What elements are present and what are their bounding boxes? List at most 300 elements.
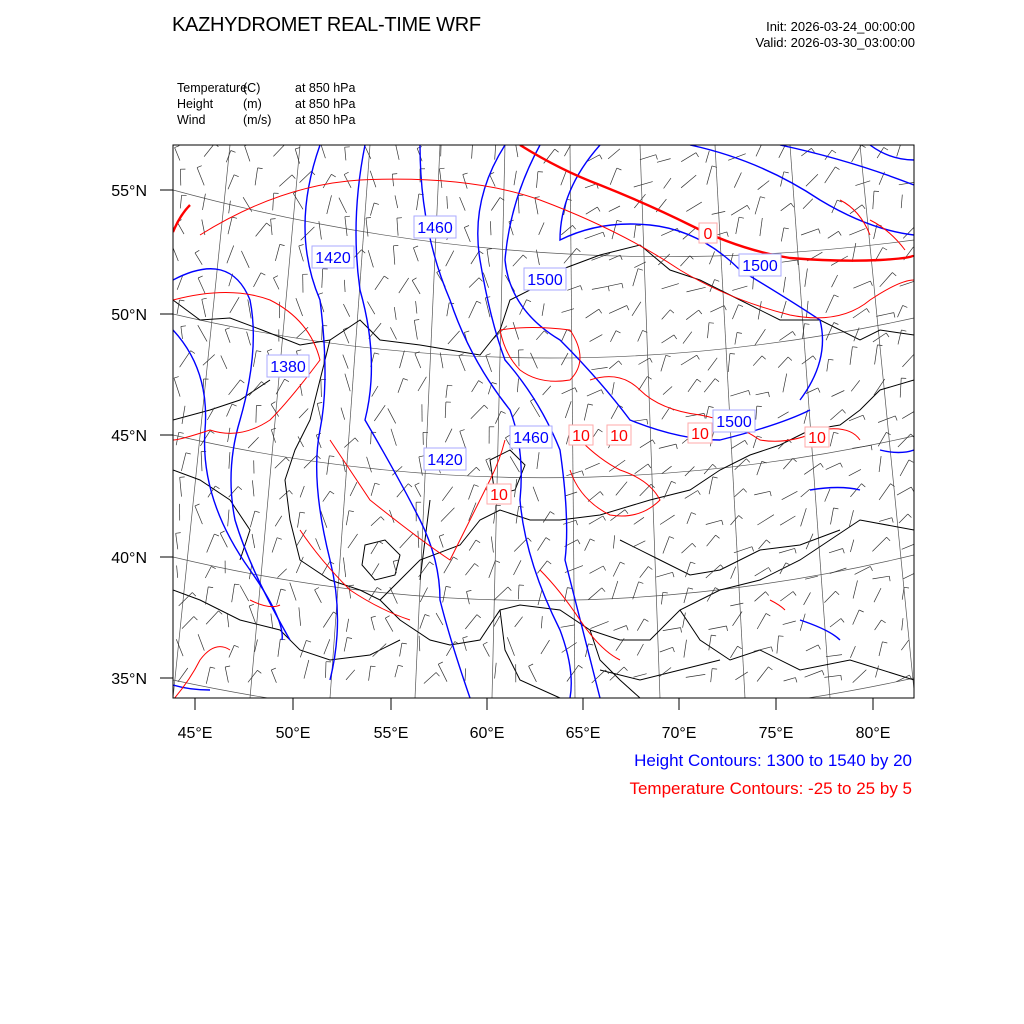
- wind-barb: [880, 273, 893, 287]
- wind-barb-feather: [795, 548, 796, 553]
- wind-barb: [734, 173, 741, 188]
- wind-barb: [517, 379, 518, 393]
- wind-barb-feather: [225, 666, 230, 667]
- wind-barb: [590, 621, 608, 628]
- wind-barb: [684, 640, 687, 658]
- wind-barb-feather: [267, 349, 272, 351]
- wind-barb: [391, 429, 396, 446]
- wind-barb-feather: [656, 155, 658, 160]
- wind-barb: [348, 534, 358, 548]
- wind-barb-feather: [430, 562, 434, 565]
- wind-barb: [207, 534, 215, 552]
- wind-barb: [255, 168, 258, 185]
- wind-barb: [873, 191, 874, 209]
- wind-barb-feather: [909, 460, 913, 462]
- wind-barb-feather: [608, 286, 609, 291]
- wind-barb: [441, 508, 454, 522]
- temperature-zero-contour: [173, 145, 914, 261]
- wind-barb-feather: [402, 643, 407, 644]
- wind-barb: [657, 159, 671, 163]
- wind-barb: [487, 249, 490, 266]
- wind-barb: [198, 325, 207, 341]
- wind-barb: [902, 618, 903, 630]
- wind-barb: [849, 229, 865, 236]
- wind-barb-feather: [863, 415, 865, 420]
- wind-barb: [781, 228, 784, 242]
- wind-barb: [784, 678, 796, 681]
- wind-barb: [495, 663, 497, 679]
- wind-barb-feather: [697, 379, 701, 382]
- height-label: [510, 426, 552, 448]
- wind-barb-feather: [179, 432, 184, 433]
- wind-barb: [400, 643, 402, 656]
- wind-barb: [346, 619, 348, 632]
- wind-barb-feather: [578, 540, 580, 544]
- wind-barb-feather: [267, 223, 271, 226]
- wind-barb: [779, 331, 792, 340]
- wind-barb-feather: [315, 588, 319, 590]
- wind-barb-feather: [743, 489, 746, 493]
- wind-barb-feather: [791, 203, 794, 207]
- wind-barb: [279, 175, 292, 187]
- wind-barb-feather: [231, 151, 236, 153]
- wind-barb: [635, 464, 648, 474]
- wind-barb: [275, 458, 286, 469]
- wind-barb: [271, 219, 273, 235]
- wind-barb-feather: [347, 638, 352, 639]
- wind-barb-feather: [484, 405, 488, 409]
- wind-barb: [415, 485, 421, 497]
- wind-barb: [420, 588, 427, 603]
- longitude-axis: [178, 698, 891, 742]
- height-label-text: 1380: [270, 359, 306, 376]
- wind-barb-feather: [374, 353, 379, 354]
- wind-barb: [392, 174, 393, 186]
- wind-barb: [418, 531, 419, 548]
- wind-barb-feather: [889, 576, 890, 581]
- wind-barb-feather: [908, 514, 912, 518]
- wind-barb-feather: [834, 508, 839, 509]
- wind-barb: [826, 463, 841, 470]
- wind-barb: [247, 332, 251, 346]
- wind-barb: [634, 517, 644, 524]
- wind-barb-feather: [582, 471, 584, 476]
- height-label: [424, 448, 466, 470]
- height-label-text: 1420: [315, 250, 351, 267]
- wind-barb: [368, 250, 373, 267]
- wind-barb: [706, 520, 722, 524]
- wind-barb: [542, 303, 544, 315]
- wind-barb: [706, 151, 710, 163]
- wind-barb: [301, 227, 315, 240]
- wind-barb: [634, 182, 653, 187]
- wind-barb: [195, 506, 203, 524]
- wind-barb-feather: [479, 381, 483, 384]
- wind-barb: [464, 227, 470, 242]
- wind-barb-feather: [842, 410, 845, 414]
- wind-barb-feather: [626, 626, 628, 631]
- wind-barb-feather: [286, 458, 290, 462]
- wind-barb: [317, 404, 321, 423]
- wind-barb: [686, 674, 706, 677]
- wind-barb-feather: [555, 149, 559, 152]
- wind-barb: [436, 613, 443, 625]
- wind-barb: [514, 171, 516, 185]
- lat-label: 35°N: [111, 671, 147, 688]
- wind-barb: [561, 171, 566, 185]
- wind-barb-feather: [195, 504, 200, 506]
- height-label: [739, 254, 781, 276]
- wind-barb-feather: [886, 333, 889, 337]
- wind-barb: [562, 388, 575, 394]
- wind-barb: [903, 573, 914, 579]
- wind-barb: [341, 408, 345, 420]
- wind-barb-feather: [870, 566, 872, 570]
- wind-barb-feather: [862, 205, 865, 209]
- wind-barb-feather: [392, 174, 397, 175]
- wind-barb-feather: [281, 589, 286, 590]
- wind-barb-feather: [617, 168, 622, 170]
- wind-barb: [662, 284, 679, 289]
- wind-barb-feather: [501, 411, 506, 413]
- wind-barb-feather: [691, 562, 696, 564]
- wind-barb-feather: [285, 379, 289, 382]
- wind-barb-feather: [681, 628, 682, 633]
- wind-barb: [876, 666, 879, 678]
- wind-barb: [463, 638, 467, 651]
- wind-barb: [176, 432, 179, 445]
- wind-barb-feather: [617, 220, 622, 221]
- wind-barb: [902, 355, 913, 367]
- wind-barb: [612, 220, 617, 239]
- wind-barb-feather: [834, 295, 839, 297]
- wind-barb-feather: [636, 225, 641, 226]
- wind-barb: [704, 379, 715, 393]
- wind-barb: [469, 278, 479, 288]
- wind-barb: [460, 431, 466, 450]
- wind-barb: [419, 562, 430, 577]
- wind-barb-feather: [600, 492, 603, 496]
- wind-barb-feather: [180, 300, 185, 301]
- wind-barb: [681, 153, 696, 162]
- wind-barb-feather: [638, 269, 643, 271]
- wind-barb-feather: [737, 333, 742, 334]
- wind-barb: [590, 566, 604, 573]
- wind-barb-feather: [234, 175, 239, 177]
- wind-barb-feather: [440, 168, 445, 169]
- wind-barb: [780, 516, 795, 525]
- wind-barb: [439, 536, 443, 547]
- wind-barb-feather: [238, 487, 242, 490]
- wind-barb-feather: [581, 286, 583, 291]
- wind-barb: [304, 660, 309, 679]
- wind-barb-feather: [648, 464, 651, 468]
- wind-barb: [633, 419, 647, 421]
- wind-barb-feather: [619, 361, 622, 365]
- wind-barb: [831, 508, 834, 524]
- wind-barb: [343, 304, 349, 317]
- wind-barb-feather: [505, 435, 509, 438]
- wind-barb: [663, 537, 669, 554]
- wind-barb: [608, 283, 622, 286]
- wind-barb-feather: [403, 379, 408, 381]
- wind-barb: [902, 587, 904, 599]
- wind-barb-feather: [214, 534, 219, 536]
- wind-barb-feather: [295, 148, 300, 149]
- wind-barb: [316, 538, 321, 550]
- wind-barb-feather: [319, 138, 324, 140]
- wind-barb: [174, 378, 180, 397]
- wind-barb: [349, 586, 351, 599]
- wind-barb: [849, 469, 861, 475]
- wind-barb-feather: [446, 586, 451, 587]
- wind-barb-feather: [766, 592, 769, 596]
- wind-barb: [203, 355, 215, 366]
- wind-barb: [855, 181, 870, 186]
- wind-barb: [663, 628, 681, 631]
- wind-barb: [681, 355, 697, 365]
- wind-barb: [206, 667, 210, 684]
- wind-barb-feather: [768, 667, 772, 670]
- wind-barb: [731, 567, 736, 579]
- wind-barb: [388, 408, 396, 423]
- wind-barb: [851, 380, 860, 391]
- wind-barb: [515, 139, 518, 157]
- wind-barb: [732, 286, 747, 290]
- wind-barb: [440, 169, 442, 188]
- wind-barb-feather: [412, 278, 416, 281]
- lon-label: 45°E: [177, 725, 213, 742]
- wind-barb-feather: [225, 328, 230, 330]
- wind-barb-feather: [786, 563, 791, 565]
- wind-barb: [736, 217, 739, 234]
- wind-barb-feather: [271, 428, 276, 430]
- height-label-text: 1500: [742, 258, 778, 275]
- wind-barb-feather: [821, 463, 824, 467]
- wind-barb-feather: [577, 248, 581, 251]
- wind-barb: [587, 390, 602, 396]
- wind-barb: [760, 218, 762, 236]
- wind-barb: [656, 572, 672, 577]
- wind-barb-feather: [182, 195, 187, 196]
- wind-barb: [248, 437, 259, 448]
- wind-barb: [414, 320, 417, 339]
- wind-barb-feather: [841, 619, 844, 623]
- wind-barb-feather: [901, 330, 906, 331]
- wind-barb: [371, 483, 375, 496]
- wind-barb: [543, 386, 551, 395]
- wind-barb: [344, 438, 355, 448]
- wind-barb-feather: [843, 549, 845, 554]
- wind-barb-feather: [271, 219, 276, 220]
- wind-barb: [585, 232, 604, 239]
- wind-barb-feather: [588, 404, 593, 405]
- wind-barb-feather: [219, 611, 223, 614]
- height-label-text: 1500: [527, 272, 563, 289]
- wind-barb-feather: [467, 590, 472, 591]
- wind-barb: [585, 184, 597, 188]
- wind-barb-feather: [822, 671, 824, 676]
- wind-barb-feather: [477, 615, 481, 618]
- wind-barb: [533, 487, 539, 502]
- temperature-contour-legend: Temperature Contours: -25 to 25 by 5: [629, 779, 912, 798]
- wind-barb-feather: [639, 582, 644, 584]
- wind-barb-feather: [191, 351, 195, 354]
- wind-barb-feather: [419, 456, 424, 457]
- wind-barb: [228, 428, 230, 442]
- wind-barb: [828, 231, 839, 238]
- wind-barb: [902, 409, 918, 419]
- wind-barb-feather: [712, 669, 717, 670]
- wind-barb: [872, 537, 886, 551]
- wind-barb: [180, 195, 181, 208]
- field-level: at 850 hPa: [295, 113, 356, 127]
- wind-barb: [566, 471, 582, 476]
- wind-barb: [321, 380, 322, 397]
- temperature-label: [487, 484, 511, 504]
- wind-barb-feather: [598, 429, 602, 432]
- wind-barb-feather: [698, 491, 701, 495]
- wind-barb: [367, 302, 374, 315]
- wind-barb: [638, 330, 643, 341]
- map-frame: [173, 145, 914, 698]
- wind-barb: [395, 195, 398, 208]
- wind-barb-feather: [691, 513, 696, 515]
- wind-barb-feather: [887, 537, 891, 541]
- lon-label: 60°E: [469, 725, 505, 742]
- wind-barb: [372, 386, 378, 397]
- wind-barb: [398, 379, 403, 393]
- wind-barb: [852, 243, 856, 262]
- temperature-label-text: 10: [808, 430, 826, 447]
- wind-barb-feather: [881, 620, 885, 623]
- wind-barb-feather: [644, 619, 648, 622]
- wind-barb: [827, 359, 829, 371]
- wind-barb: [824, 591, 835, 602]
- wind-barb: [706, 565, 721, 578]
- wind-barb: [345, 217, 347, 236]
- wind-barb: [806, 301, 808, 318]
- wind-barb-feather: [546, 538, 550, 541]
- wind-barb-feather: [676, 444, 677, 449]
- wind-barb-feather: [666, 355, 671, 356]
- wind-barb: [278, 639, 280, 657]
- wind-barb: [459, 356, 465, 371]
- wind-barb: [564, 248, 577, 263]
- wind-barb: [825, 489, 830, 502]
- wind-barb-feather: [492, 383, 497, 385]
- wind-barb-feather: [709, 323, 714, 324]
- wind-barb: [397, 218, 398, 236]
- wind-barb: [852, 145, 862, 162]
- wind-barb-feather: [180, 477, 185, 478]
- wind-barb: [445, 429, 452, 443]
- wind-barb: [709, 635, 711, 650]
- wind-barb: [565, 401, 571, 418]
- wind-barb-feather: [834, 323, 839, 325]
- wind-barb-feather: [760, 197, 765, 198]
- wind-barb-feather: [788, 357, 792, 361]
- wind-barb: [782, 491, 798, 499]
- wind-barb: [779, 142, 787, 158]
- wind-barb-feather: [721, 565, 724, 569]
- wind-barb: [537, 172, 538, 188]
- wind-barb: [806, 534, 813, 550]
- wind-barb: [412, 280, 420, 294]
- lat-label: 55°N: [111, 183, 147, 200]
- wind-barb: [201, 452, 202, 472]
- wind-barb-feather: [625, 510, 628, 514]
- wind-barb-feather: [317, 402, 322, 403]
- wind-barb: [663, 387, 672, 395]
- wind-barb-feather: [198, 276, 203, 278]
- wind-barb: [273, 193, 274, 210]
- wind-barb: [510, 456, 519, 472]
- wind-barb: [879, 642, 882, 656]
- wind-barb: [205, 566, 211, 578]
- wind-barb: [345, 147, 346, 160]
- wind-barb-feather: [727, 232, 729, 237]
- wind-barb-feather: [181, 326, 186, 327]
- wind-barb: [610, 168, 617, 185]
- wind-barb: [780, 592, 793, 602]
- wind-barb: [271, 670, 276, 683]
- wind-barb: [256, 406, 257, 423]
- wind-barb: [876, 313, 894, 317]
- height-label: [312, 246, 354, 268]
- wind-barb: [322, 326, 323, 340]
- wind-barb-feather: [438, 662, 443, 664]
- wind-barb-feather: [813, 356, 816, 360]
- wind-barb: [345, 374, 350, 392]
- wind-barb-feather: [603, 232, 605, 237]
- wind-barb-feather: [464, 226, 469, 228]
- wind-barb: [608, 149, 620, 159]
- wind-barb: [277, 589, 281, 605]
- field-name: Temperature: [177, 81, 248, 95]
- wind-barb-feather: [784, 228, 789, 229]
- wind-barb: [541, 616, 542, 628]
- wind-barb: [730, 390, 748, 396]
- wind-barb: [591, 367, 607, 369]
- wind-barb-feather: [832, 150, 836, 153]
- wind-barb: [299, 246, 304, 261]
- wind-barb: [441, 139, 442, 157]
- wind-barb-feather: [258, 168, 263, 169]
- wind-barb: [494, 505, 496, 523]
- wind-barb: [419, 636, 420, 651]
- wind-barb-feather: [292, 175, 295, 179]
- wind-barb: [253, 351, 256, 367]
- wind-barb: [879, 456, 881, 472]
- wind-barb: [824, 675, 841, 677]
- wind-barb: [639, 377, 648, 391]
- wind-barb: [878, 432, 886, 446]
- wind-barb-feather: [915, 544, 917, 549]
- wind-barb: [390, 587, 398, 604]
- wind-barb: [539, 223, 544, 235]
- wind-barb: [446, 251, 454, 267]
- wind-barb-feather: [600, 155, 602, 159]
- wind-barb: [852, 445, 871, 448]
- wind-barb: [609, 306, 627, 314]
- wind-barb-feather: [647, 419, 648, 424]
- wind-barb: [516, 506, 519, 523]
- wind-barb: [680, 256, 689, 266]
- wind-barb: [710, 306, 724, 313]
- wind-barb-feather: [235, 584, 240, 585]
- wind-barb: [709, 477, 713, 494]
